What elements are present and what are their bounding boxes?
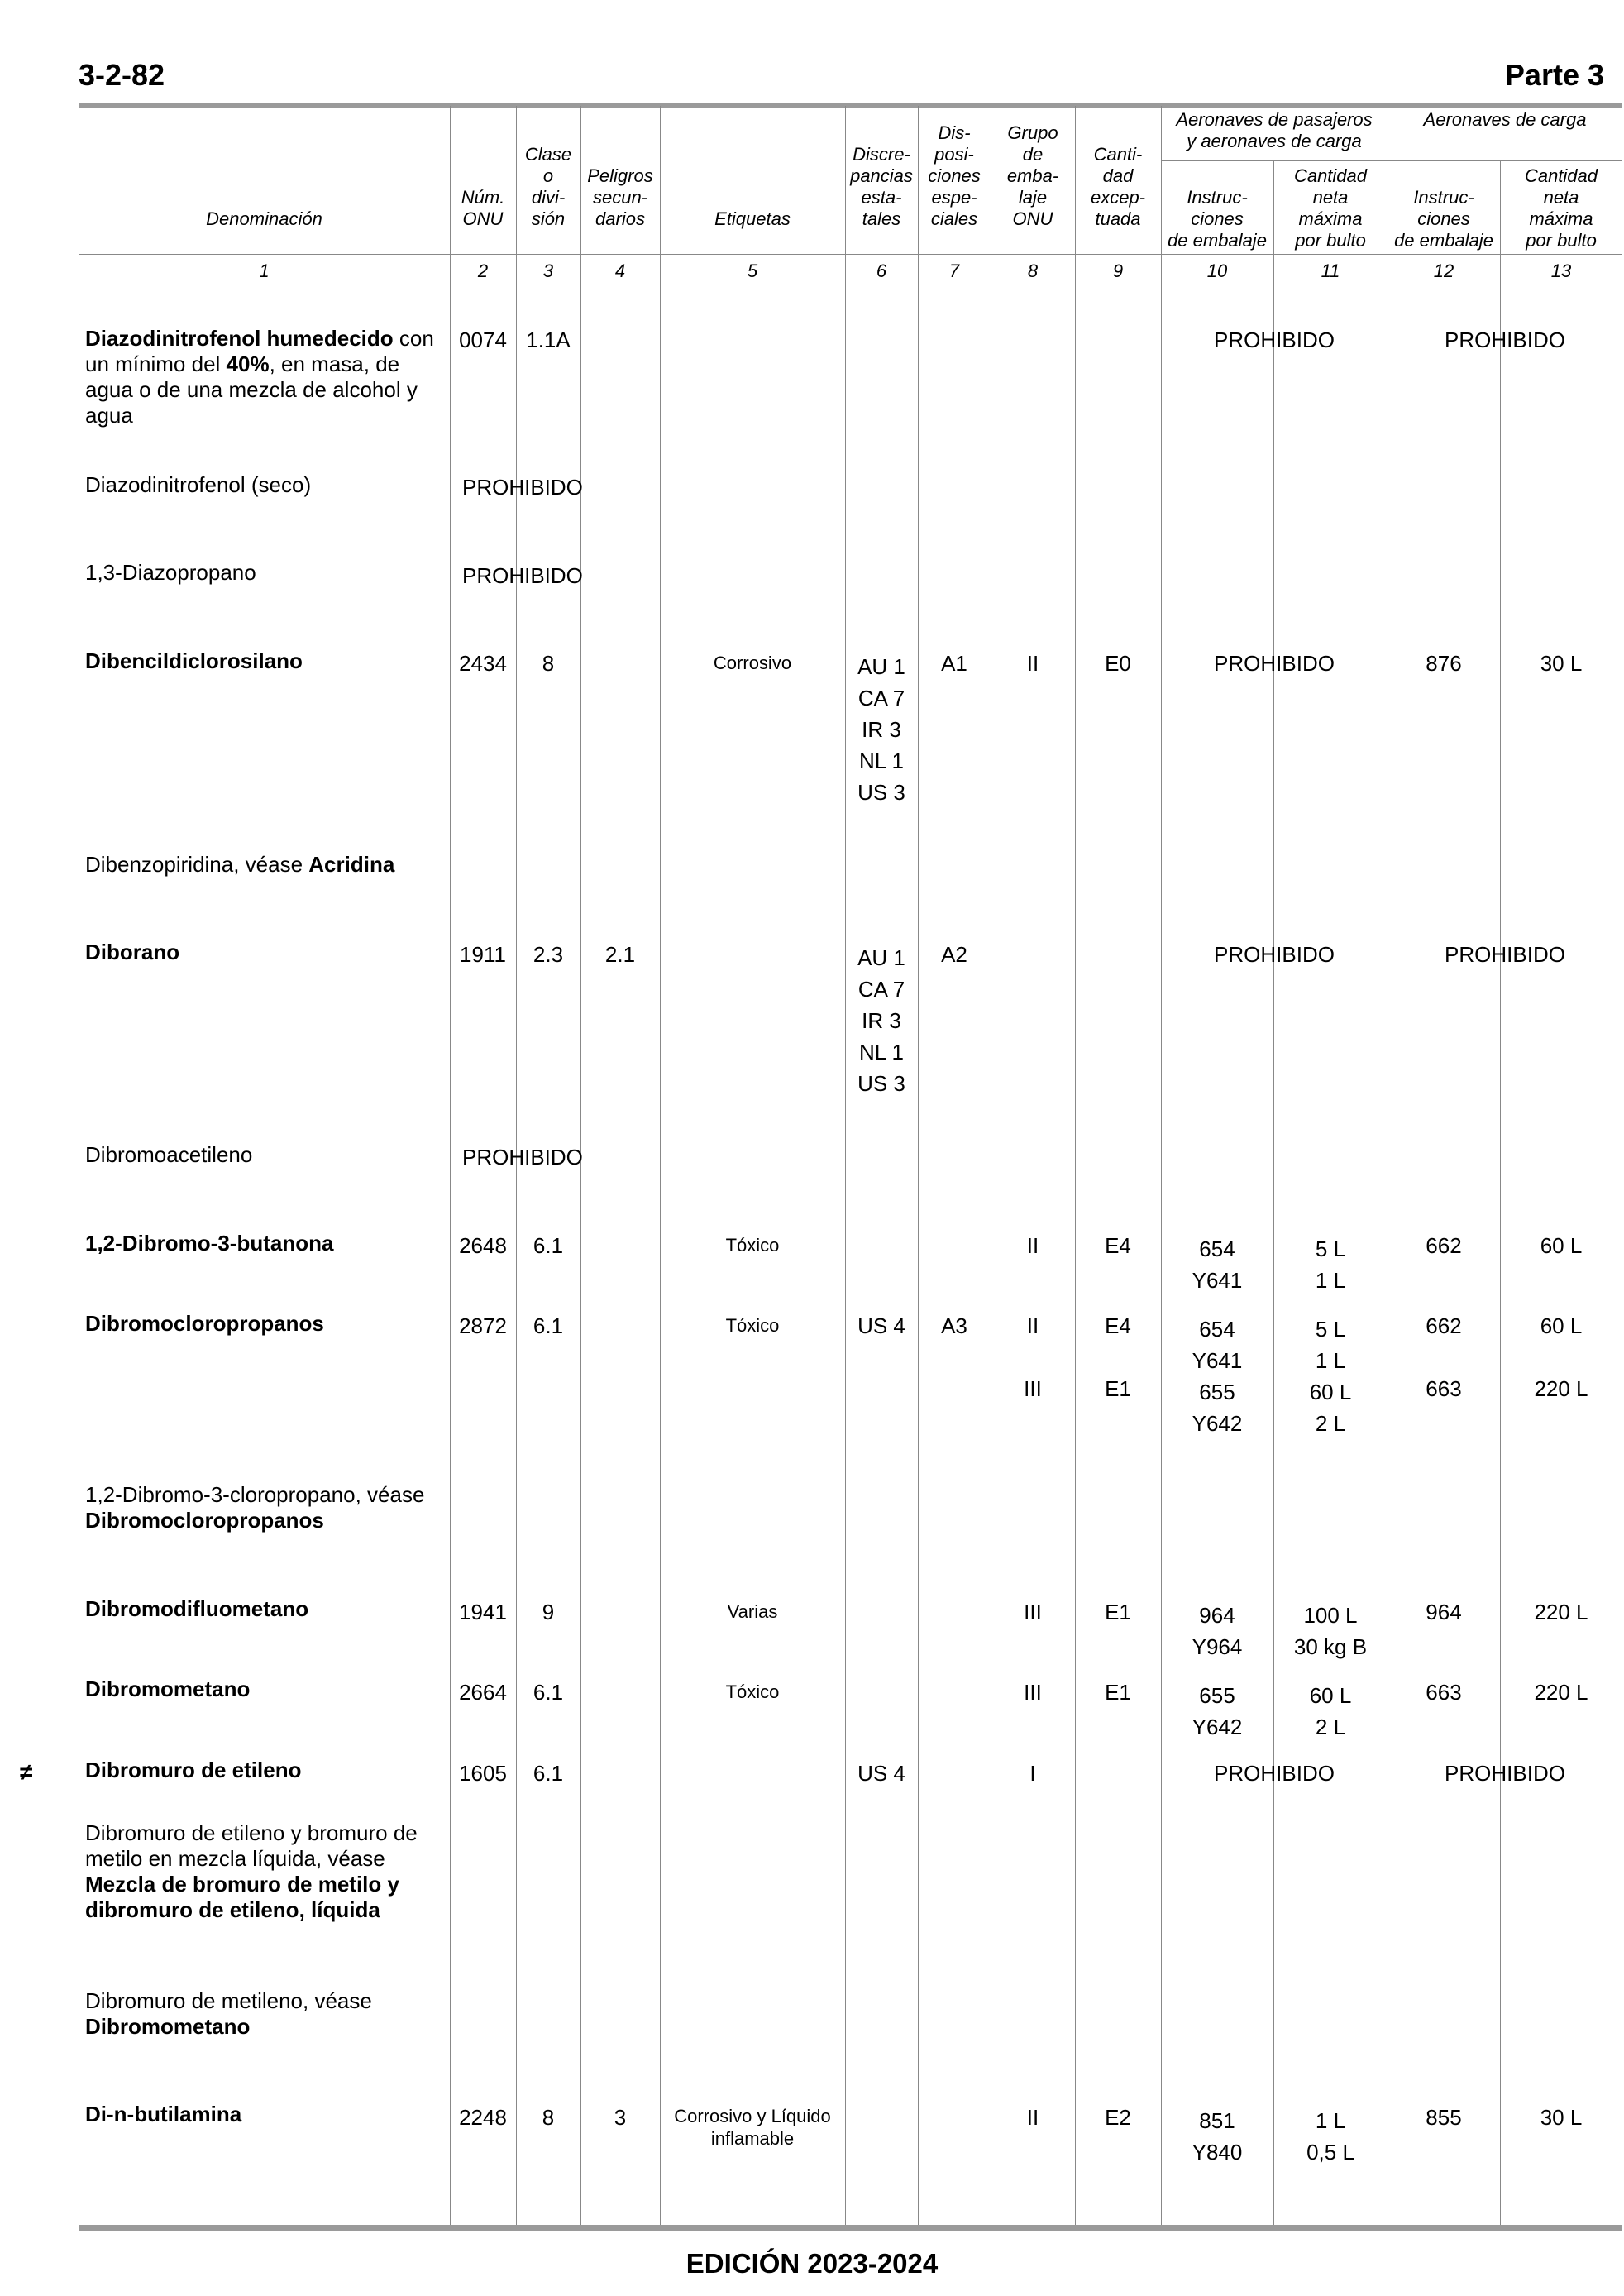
packing-group: III (1024, 1680, 1042, 1705)
table-row-name: Diazodinitrofenol (seco) (85, 472, 312, 497)
un-number: 2648 (459, 1233, 507, 1258)
cargo-quantity: 60 L (1540, 1313, 1583, 1338)
passenger-instruction: 655 Y642 (1192, 1380, 1243, 1436)
col-number: 12 (1433, 261, 1454, 281)
class-division: 6.1 (533, 1680, 564, 1705)
cargo-prohibited: PROHIBIDO (1445, 328, 1565, 352)
special-provision: A3 (941, 1313, 967, 1338)
table-row-name: Dibromometano (85, 1677, 251, 1701)
col-line-10 (1273, 160, 1274, 2225)
header-cantidad-exceptuada: Canti- dad excep- tuada (1090, 144, 1146, 229)
label-text: Tóxico (725, 1315, 780, 1336)
col-line-8 (1075, 106, 1076, 2225)
class-division: 8 (542, 2105, 555, 2130)
col-number: 2 (477, 261, 489, 281)
un-number: 1911 (460, 942, 506, 967)
col-number: 4 (614, 261, 626, 281)
row-prohibited: PROHIBIDO (462, 563, 583, 588)
row-prohibited: PROHIBIDO (462, 1145, 583, 1170)
col-line-4 (660, 106, 661, 2225)
table-row-name: Dibromuro de etileno y bromuro de metilo en mezcla líquida, véase Mezcla de bromuro de metilo y dibromuro de etileno, líquida (85, 1820, 418, 1922)
header-discrepancias: Discre- pancias esta- tales (850, 144, 913, 229)
label-text: Varias (727, 1601, 778, 1622)
col-number: 13 (1550, 261, 1572, 281)
packing-group: II (1026, 2105, 1039, 2130)
table-row-name: Di-n-butilamina (85, 2102, 242, 2126)
cargo-prohibited: PROHIBIDO (1445, 942, 1565, 967)
col-number: 3 (542, 261, 554, 281)
table-row-name: Dibenzopiridina, véase Acridina (85, 852, 395, 877)
passenger-prohibited: PROHIBIDO (1214, 328, 1335, 352)
table-row-name: 1,3-Diazopropano (85, 560, 256, 585)
aircraft-group-divider (1161, 160, 1622, 161)
packing-group: II (1026, 651, 1039, 676)
header-num-onu: Núm. ONU (461, 187, 505, 229)
col-line-9 (1161, 106, 1162, 2225)
excepted-quantity: E1 (1105, 1376, 1131, 1401)
table-row-name: Diazodinitrofenol humedecido con un mínimo del 40%, en masa, de agua o de una mezcla de alcohol y agua (85, 326, 434, 428)
header-peligros: Peligros secun- darios (587, 165, 653, 229)
header-etiquetas: Etiquetas (714, 208, 791, 229)
cargo-quantity: 220 L (1534, 1600, 1588, 1624)
packing-group: II (1026, 1313, 1039, 1338)
header-clase: Clase o divi- sión (524, 144, 572, 229)
header-cantidad-neta-carga: Cantidad neta máxima por bulto (1524, 165, 1598, 251)
edition-footer: EDICIÓN 2023-2024 (685, 2248, 939, 2279)
passenger-instruction: 655 Y642 (1192, 1683, 1243, 1739)
passenger-instruction: 851 Y840 (1192, 2108, 1243, 2164)
cargo-quantity: 60 L (1540, 1233, 1583, 1258)
col-number: 6 (876, 261, 887, 281)
table-row-name: Diborano (85, 940, 180, 964)
header-instrucciones-pax: Instruc- ciones de embalaje (1168, 187, 1267, 251)
state-variations: US 4 (857, 1761, 905, 1786)
excepted-quantity: E2 (1105, 2105, 1131, 2130)
cargo-quantity: 30 L (1540, 651, 1583, 676)
header-denominacion: Denominación (206, 208, 322, 229)
un-number: 1605 (459, 1761, 507, 1786)
col-number: 5 (747, 261, 758, 281)
header-instrucciones-carga: Instruc- ciones de embalaje (1394, 187, 1493, 251)
excepted-quantity: E0 (1105, 651, 1131, 676)
cargo-instruction: 876 (1426, 651, 1462, 676)
header-divider (79, 254, 1622, 255)
special-provision: A1 (941, 651, 967, 676)
passenger-instruction: 964 Y964 (1192, 1603, 1243, 1659)
cargo-instruction: 964 (1426, 1600, 1462, 1624)
class-division: 2.3 (533, 942, 564, 967)
cargo-instruction: 662 (1426, 1313, 1462, 1338)
excepted-quantity: E1 (1105, 1680, 1131, 1705)
special-provision: A2 (941, 942, 967, 967)
col-line-1 (450, 106, 451, 2225)
bottom-rule (79, 2225, 1622, 2231)
col-number: 1 (259, 261, 270, 281)
col-number: 7 (948, 261, 960, 281)
class-division: 6.1 (533, 1233, 564, 1258)
header-disposiciones: Dis- posi- ciones espe- ciales (928, 122, 981, 229)
header-grupo: Grupo de emba- laje ONU (1006, 122, 1059, 229)
table-row-name: Dibromocloropropanos (85, 1311, 324, 1336)
passenger-quantity: 5 L 1 L (1315, 1236, 1346, 1293)
change-mark: ≠ (20, 1759, 33, 1785)
class-division: 6.1 (533, 1761, 564, 1786)
cargo-instruction: 663 (1426, 1680, 1462, 1705)
passenger-quantity: 5 L 1 L (1315, 1317, 1346, 1373)
un-number: 2664 (459, 1680, 507, 1705)
col-number: 8 (1027, 261, 1039, 281)
passenger-prohibited: PROHIBIDO (1214, 651, 1335, 676)
state-variations: US 4 (857, 1313, 905, 1338)
page-number: 3-2-82 (79, 58, 165, 92)
passenger-quantity: 60 L 2 L (1309, 1683, 1352, 1739)
header-aeronaves-pasajeros: Aeronaves de pasajeros y aeronaves de carga (1176, 109, 1373, 151)
part-label: Parte 3 (1504, 58, 1604, 92)
passenger-quantity: 60 L 2 L (1309, 1380, 1352, 1436)
un-number: 2248 (459, 2105, 507, 2130)
class-division: 1.1A (526, 328, 571, 352)
cargo-quantity: 30 L (1540, 2105, 1583, 2130)
un-number: 0074 (459, 328, 507, 352)
cargo-instruction: 662 (1426, 1233, 1462, 1258)
table-row-name: Dibencildiclorosilano (85, 648, 303, 673)
table-row-name: Dibromuro de metileno, véase Dibromometano (85, 1988, 372, 2039)
label-text: Tóxico (725, 1235, 780, 1256)
state-variations: AU 1 CA 7 IR 3 NL 1 US 3 (857, 654, 905, 805)
table-row-name: Dibromoacetileno (85, 1142, 253, 1167)
class-division: 9 (542, 1600, 555, 1624)
table-row-name: 1,2-Dibromo-3-butanona (85, 1231, 334, 1256)
label-text: Corrosivo (713, 653, 792, 673)
top-rule (79, 103, 1622, 108)
row-prohibited: PROHIBIDO (462, 475, 583, 500)
passenger-quantity: 1 L 0,5 L (1306, 2108, 1354, 2164)
col-number: 10 (1206, 261, 1228, 281)
packing-group: III (1024, 1600, 1042, 1624)
packing-group: II (1026, 1233, 1039, 1258)
col-line-5 (845, 106, 846, 2225)
excepted-quantity: E4 (1105, 1313, 1131, 1338)
col-line-6 (918, 106, 919, 2225)
passenger-quantity: 100 L 30 kg B (1293, 1603, 1368, 1659)
passenger-instruction: 654 Y641 (1192, 1236, 1243, 1293)
subsidiary-hazard: 3 (614, 2105, 627, 2130)
col-line-12 (1500, 160, 1501, 2225)
un-number: 2872 (459, 1313, 507, 1338)
un-number: 2434 (459, 651, 507, 676)
cargo-quantity: 220 L (1534, 1680, 1588, 1705)
table-row-name: Dibromodifluometano (85, 1596, 309, 1621)
cargo-instruction: 663 (1426, 1376, 1462, 1401)
excepted-quantity: E1 (1105, 1600, 1131, 1624)
class-division: 6.1 (533, 1313, 564, 1338)
packing-group: III (1024, 1376, 1042, 1401)
col-number: 9 (1112, 261, 1124, 281)
passenger-instruction: 654 Y641 (1192, 1317, 1243, 1373)
label-text: Corrosivo y Líquido inflamable (674, 2106, 831, 2149)
packing-group: I (1029, 1761, 1036, 1786)
table-row-name: 1,2-Dibromo-3-cloropropano, véase Dibromocloropropanos (85, 1482, 425, 1533)
label-text: Tóxico (725, 1681, 780, 1702)
passenger-prohibited: PROHIBIDO (1214, 1761, 1335, 1786)
cargo-prohibited: PROHIBIDO (1445, 1761, 1565, 1786)
excepted-quantity: E4 (1105, 1233, 1131, 1258)
un-number: 1941 (459, 1600, 507, 1624)
cargo-instruction: 855 (1426, 2105, 1462, 2130)
class-division: 8 (542, 651, 555, 676)
table-row-name: Dibromuro de etileno (85, 1758, 302, 1782)
subsidiary-hazard: 2.1 (604, 942, 636, 967)
header-aeronaves-carga: Aeronaves de carga (1423, 109, 1587, 130)
header-cantidad-neta-pax: Cantidad neta máxima por bulto (1293, 165, 1368, 251)
passenger-prohibited: PROHIBIDO (1214, 942, 1335, 967)
col-number: 11 (1321, 261, 1340, 281)
state-variations: AU 1 CA 7 IR 3 NL 1 US 3 (857, 945, 905, 1096)
cargo-quantity: 220 L (1534, 1376, 1588, 1401)
